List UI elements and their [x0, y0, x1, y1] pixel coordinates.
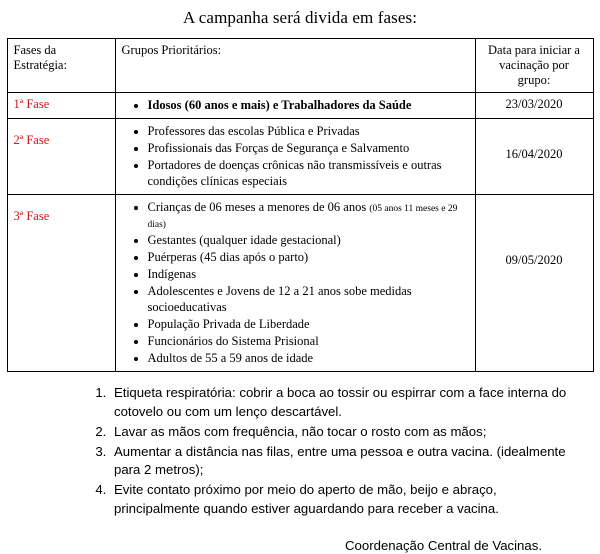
date-cell-2: 16/04/2020 — [475, 119, 593, 195]
list-item: • Gestantes (qualquer idade gestacional) — [148, 232, 469, 248]
header-phase: Fases da Estratégia: — [7, 39, 115, 93]
phase-label-1: 1ª Fase — [7, 93, 115, 119]
list-item: • Adultos de 55 a 59 anos de idade — [148, 350, 469, 366]
list-item: • Idosos (60 anos e mais) e Trabalhadores da Saúde — [148, 97, 469, 113]
list-item: • Adolescentes e Jovens de 12 a 21 anos sobe medidas socioeducativas — [148, 283, 469, 315]
list-item: • Indígenas — [148, 266, 469, 282]
list-item-note: (05 anos 11 meses e 29 dias) — [147, 204, 458, 231]
table-row — [7, 93, 593, 119]
groups-cell-1 — [115, 93, 475, 119]
groups-cell-2 — [115, 119, 475, 195]
list-item: • Puérperas (45 dias após o parto) — [148, 249, 469, 265]
list-item: • Professores das escolas Pública e Privadas — [148, 123, 469, 139]
list-item: 4. Evite contato próximo por meio do aperto de mão, beijo e abraço, principalmente quando estiver aguardando para receber a vacina. — [110, 481, 586, 517]
phase-label-3: 3ª Fase — [7, 195, 115, 372]
list-item: • Funcionários do Sistema Prisional — [148, 333, 469, 349]
phase-label-2: 2ª Fase — [7, 119, 115, 195]
list-item-text: Crianças de 06 meses a menores de 06 anos — [147, 200, 367, 214]
table-row — [7, 119, 593, 195]
date-cell-1: 23/03/2020 — [475, 93, 593, 119]
list-item: 2. Lavar as mãos com frequência, não tocar o rosto com as mãos; — [110, 423, 586, 441]
groups-list-2 — [122, 123, 469, 189]
list-item: • Portadores de doenças crônicas não transmissíveis e outras condições clínicas especiais — [148, 157, 469, 189]
recommendations-list — [0, 384, 600, 518]
list-item — [148, 199, 469, 231]
page-title: A campanha será divida em fases: — [182, 8, 418, 27]
signature: Coordenação Central de Vacinas. — [345, 537, 542, 553]
list-item: • Profissionais das Forças de Segurança e Salvamento — [148, 140, 469, 156]
groups-list-1 — [122, 97, 469, 113]
header-groups: Grupos Prioritários: — [115, 39, 475, 93]
phases-table — [7, 38, 594, 372]
groups-list-3 — [122, 199, 469, 366]
table-row — [7, 195, 593, 372]
list-item: 1. Etiqueta respiratória: cobrir a boca ao tossir ou espirrar com a face interna do cotovelo ou com um lenço descartável. — [110, 384, 586, 420]
date-cell-3: 09/05/2020 — [475, 195, 593, 372]
table-header-row — [7, 39, 593, 93]
list-item: 3. Aumentar a distância nas filas, entre uma pessoa e outra vacina. (idealmente para 2 metros); — [110, 443, 586, 479]
header-date: Data para iniciar a vacinação por grupo: — [475, 39, 593, 93]
list-item: • População Privada de Liberdade — [148, 316, 469, 332]
groups-cell-3 — [115, 195, 475, 372]
